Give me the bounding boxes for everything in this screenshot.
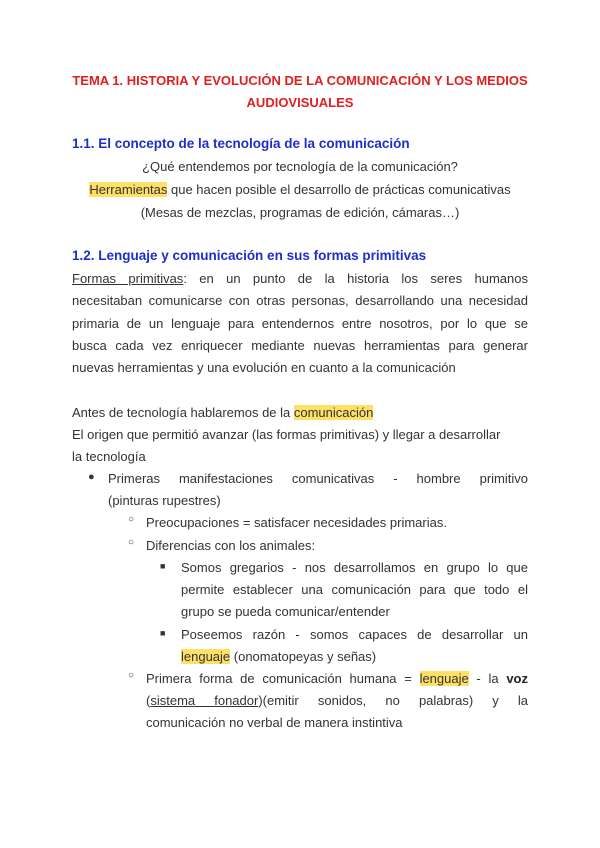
hollow-circle-bullet-icon: ○ — [128, 514, 135, 525]
primera-forma-line-2-text: )(emitir sonidos, no palabras) y la — [258, 693, 528, 708]
title-line-1: TEMA 1. HISTORIA Y EVOLUCIÓN DE LA COMUNICACIÓN Y LOS MEDIOS — [72, 73, 528, 88]
subsub-razon-line-1: Poseemos razón - somos capaces de desarrollar un — [181, 627, 528, 642]
highlight-lenguaje-2: lenguaje — [419, 671, 469, 686]
subsub-razon-line-2 — [181, 646, 376, 668]
highlight-lenguaje: lenguaje — [181, 649, 231, 664]
paragraph-line-5: nuevas herramientas y una evolución en cuanto a la comunicación — [72, 360, 456, 375]
paragraph-line-3: primaria de un lenguaje para entendernos entre nosotros, por lo que se — [72, 316, 528, 331]
origen-line-2: la tecnología — [72, 449, 146, 464]
highlight-herramientas: Herramientas — [89, 182, 168, 197]
sub-bullet-primera-forma-line-3: comunicación no verbal de manera instintiva — [146, 715, 403, 730]
subsub-gregarios-line-3: grupo se pueda comunicar/entender — [181, 604, 390, 619]
subsub-gregarios-line-2: permite establecer una comunicación para que todo el — [181, 582, 528, 597]
primera-forma-dash: - la — [468, 671, 507, 686]
bullet-1-line-1: Primeras manifestaciones comunicativas - hombre primitivo — [108, 471, 528, 486]
paragraph-line-1-text: : en un punto de la historia los seres humanos — [183, 271, 528, 286]
answer-text: que hacen posible el desarrollo de prácticas comunicativas — [167, 182, 511, 197]
sub-bullet-primera-forma-line-2 — [146, 690, 528, 712]
paren-open: ( — [146, 693, 151, 708]
section-1-answer — [60, 179, 540, 201]
sub-bullet-diferencias: Diferencias con los animales: — [146, 538, 316, 553]
primera-forma-text: Primera forma de comunicación humana = — [146, 671, 420, 686]
filled-square-bullet-icon: ■ — [160, 628, 166, 638]
paragraph-line-4: busca cada vez enriquecer mediante nuevas herramientas para generar — [72, 338, 528, 353]
filled-square-bullet-icon: ■ — [160, 561, 166, 571]
sub-bullet-primera-forma-line-1 — [146, 668, 528, 690]
term-sistema-fonador: sistema fonador — [150, 693, 259, 708]
filled-circle-bullet-icon: ● — [88, 471, 95, 483]
hollow-circle-bullet-icon: ○ — [128, 670, 135, 681]
paragraph-line-1 — [72, 268, 528, 290]
subsub-gregarios-line-1: Somos gregarios - nos desarrollamos en grupo lo que — [181, 560, 528, 575]
antes-line — [72, 402, 373, 424]
bold-voz: voz — [506, 671, 528, 686]
sub-bullet-preocupaciones: Preocupaciones = satisfacer necesidades primarias. — [146, 515, 447, 530]
highlight-comunicacion: comunicación — [293, 405, 374, 420]
hollow-circle-bullet-icon: ○ — [128, 537, 135, 548]
title-line-2: AUDIOVISUALES — [246, 95, 354, 110]
section-1-question: ¿Qué entendemos por tecnología de la comunicación? — [142, 159, 458, 174]
section-1-heading: 1.1. El concepto de la tecnología de la comunicación — [72, 136, 410, 151]
origen-line-1: El origen que permitió avanzar (las formas primitivas) y llegar a desarrollar — [72, 427, 501, 442]
document-title — [60, 70, 540, 114]
section-2-heading: 1.2. Lenguaje y comunicación en sus formas primitivas — [72, 248, 427, 263]
term-formas-primitivas: Formas primitivas — [72, 271, 184, 286]
razon-line-2-text: (onomatopeyas y señas) — [230, 649, 377, 664]
paragraph-line-2: necesitaban comunicarse con otras personas, desarrollando una necesidad — [72, 293, 528, 308]
bullet-1-line-2: (pinturas rupestres) — [108, 493, 221, 508]
antes-text: Antes de tecnología hablaremos de la — [72, 405, 294, 420]
section-1-examples: (Mesas de mezclas, programas de edición, cámaras…) — [140, 205, 460, 220]
